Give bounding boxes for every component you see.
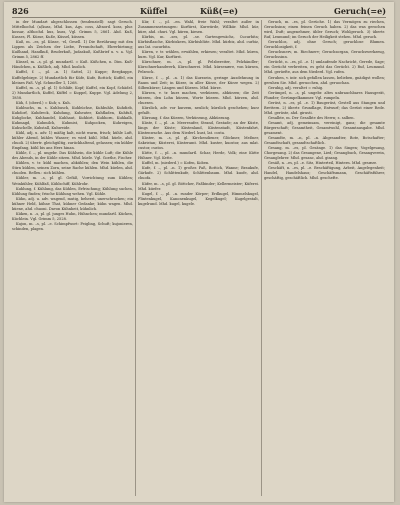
dictionary-entry: Gesang, m. –es, pl. Gesänge. 1) das Singen; Vogelgesang, Chorgesang. 2) das Gesungene, Lied; Gesangbuch, Gesangverein, Gesanglehrer. Mhd. gesanc, ahd. gisang. bbox=[264, 146, 385, 161]
dictionary-entry: Kuffel, f. –, pl. –n. 1) Sattel, 2) Kuppe; Bergkuppe, Kuffelgebirge. 2) Mundartlich für Küfe, Kufe, Bottich; Kuffel, ein kleines Faß. Vgl. Schmeller 1, 1268. bbox=[12, 70, 133, 85]
dictionary-entry: Kür, f. –, pl. –en. Wahl, freie Wahl; veraltet außer in Zusammensetzungen: Kurfürst, Kurwürde, Willkür. Mhd. kür, küre, ahd. churi. Vgl. küren, kiesen. bbox=[138, 20, 259, 35]
dictionary-entry: Kürzlich, adv. vor kurzem, neulich; kürzlich geschehen; kurz gefaßt. bbox=[138, 105, 259, 115]
dictionary-entry: Geschäft, n. –es, pl. –e. Beschäftigung, Arbeit, Angelegenheit; Handel, Handelshaus; Geschäftsmann, Geschäftsführer, geschäftig, geschäftlich. Mhd. geschefte. bbox=[264, 166, 385, 181]
dictionary-entry: Kütte, f. –, pl. –n. mundartl. Schar, Herde, Volk; eine Kütte Hühner. Vgl. Kette. bbox=[138, 151, 259, 161]
dictionary-entry: Geruchlos, adj. ohne Geruch; geruchlose Blumen. Geruchlosigkeit, f. bbox=[264, 40, 385, 50]
dictionary-entry: Kürzung, f. das Kürzen, Verkürzung, Abkürzung. bbox=[142, 115, 231, 120]
dictionary-entry: Gerücht, n. –es, pl. –e. 1) umlaufende Nachricht, Gerede, Sage; ein Gerücht verbreiten, es geht das Gerücht. 2) Ruf, Leumund. Mhd. gerüefte, aus dem Niederd. Vgl. rufen. bbox=[264, 60, 385, 75]
dictionary-entry: Geruchsnerv, m. Riechnerv; Geruchsorgan, Geruchswerkzeug, Geruchssinn. bbox=[264, 50, 385, 60]
dictionary-entry: Kühlen, v. tr. kühl machen, abkühlen; den Wein kühlen, die Stirn kühlen, seinen Zorn, seine Rache kühlen. Mhd. küelen, ahd. chuolen. Reflex.: sich kühlen. bbox=[12, 161, 133, 176]
dictionary-entry: Kuhbuchs, m. s. Kuhbusch, Kuhbüchse, Kuhbuhle, Kuhdieb, Kuhdorf, Kuhdreck, Kuhdung, Kuheuter, Kuhfladen, Kuhfuß, Kuhglocke, Kuhhandel, Kuhhaut, Kuhhirt, Kuhhorn, Kuhkalb, Kuhmagd, Kuhmilch, Kuhmist, Kuhpocken, Kuhreigen, Kuhschelle, Kuhstall, Kuhweide. bbox=[12, 105, 133, 130]
dictionary-entry: Gerüst, n. –es, pl. –e. 1) Baugerüst, Gestell aus Stangen und Brettern. 2) übertr. Grundlage, Entwurf; das Gerüst einer Rede. Mhd. gerüste, ahd. girusti. bbox=[264, 100, 385, 115]
text-column-2 bbox=[138, 20, 259, 496]
text-columns bbox=[12, 20, 386, 496]
dictionary-entry: Gesandte, m. –n, pl. –n. Abgesandter, Bote, Botschafter; Gesandtschaft, gesandtschaftlich. bbox=[264, 136, 385, 146]
column-divider bbox=[261, 20, 262, 496]
dictionary-entry: in der Mundart abgeschlossen (tendenziell): sagt Geruch. Mittelhochd. (a)kuss, Mhd. kus, Ags. coss, Altnord. koss, plur. kossar, althochd. kus, kuss, Vgl. Grimm 5, 2861. Ahd. Kuß, Kusses, Pl. Küsse, Kuße, Küssel, küssen. bbox=[12, 20, 133, 40]
text-column-1 bbox=[12, 20, 133, 496]
dictionary-entry: Kürzen, v. tr. kurz machen, verkürzen, abkürzen; die Zeit kürzen, den Lohn kürzen, Worte kürzen. Mhd. kürzen, ahd. churzen. bbox=[138, 90, 259, 105]
dictionary-entry: Kujon, m. –s, pl. –e. Schimpfwort: Feigling, Schuft; kujonieren, schinden, plagen. bbox=[12, 221, 133, 231]
dictionary-entry: Gesäß, n. –es, pl. –e. Sitz, Hinterteil, Hintern. Mhd. gesæze. bbox=[268, 161, 378, 166]
dictionary-entry: Küh, f. (oberd.) = Kuh; s. Kuh. bbox=[16, 100, 71, 105]
dictionary-page bbox=[4, 2, 394, 502]
column-divider bbox=[135, 20, 136, 496]
dictionary-entry: Kuffel, m. (niederd.) = Kofen, Koben. bbox=[142, 161, 210, 166]
dictionary-entry: Kühl, adj. u. adv. 1) mäßig kalt, nicht warm, frisch; kühle Luft, kühler Abend, kühles Wasser; es wird kühl. Mhd. küele, ahd. chuoli. 2) übertr. gleichgültig, zurückhaltend, gelassen; ein kühler Empfang, kühl bis ans Herz hinan. bbox=[12, 131, 133, 151]
dictionary-entry: Gesamt, adj. gemeinsam, vereinigt, ganz; die gesamte Bürgerschaft; Gesamtheit, Gesamtwohl, Gesamtausgabe. Mhd. gesament. bbox=[264, 120, 385, 136]
dictionary-entry: Kürschner, m. –s, pl. gl. Pelzbereiter, Pelzhändler; Kürschnerhandwerk, Kürschnerei. Mhd. kürsenære, von kürsen, Pelzrock. bbox=[138, 60, 259, 75]
dictionary-entry: Geruhen, v. intr. sich gefallen lassen, belieben, gnädigst wollen; geruhen Sie. Mhd. geruochen, ahd. geruochan. bbox=[264, 75, 385, 85]
dictionary-entry: Kuffel, m. –s, pl. gl. 1) Schläfe, Kopf; Kuffel, ein Kopf, Schädel. 2) Mundartlich, Kuffel, Küffel = Kuppel, Kuppe. Vgl. Adelung 2, 1858. bbox=[12, 85, 133, 100]
dictionary-entry: Küste, f. –, pl. –n. Meeresufer, Strand, Gestade; an der Küste, längs der Küste; Küstenland, Küstenstadt, Küstenfahrt, Küstenwache. Aus dem Niederl. kust, lat. costa. bbox=[138, 120, 259, 136]
dictionary-entry: Küken, n. –s, pl. gl. junges Huhn, Hühnchen; mundartl. Kücken, Küchlein. Vgl. Grimm 5, 2528. bbox=[12, 211, 133, 221]
dictionary-entry: Kühle, f. –, pl. ungebr. Das Kühlsein, die kühle Luft; die Kühle des Abends, in der Kühle sitzen. Mhd. küele. Vgl. Goethe, Fischer. bbox=[12, 151, 133, 161]
header-middle-title: Küß(=e) bbox=[200, 6, 239, 16]
dictionary-entry: Gerümpel, n. –s, pl. ungebr. altes unbrauchbares Hausgerät, Plunder; Gerümpelkammer. Vgl. rumpeln. bbox=[264, 90, 385, 100]
dictionary-entry: Kürbis, m. –ses, pl. –se. Gartengewächs, Cucurbita; Kürbisflasche, Kürbiskern, Kürbisblüte. Mhd. kürbiz, ahd. curbiz, aus lat. cucurbita. bbox=[138, 35, 259, 50]
dictionary-entry: Kühn, adj. u. adv. wagend, mutig, beherzt, unerschrocken; ein kühner Held, kühne That, kühner Gedanke; kühn wagen. Mhd. küene, ahd. chuoni. Davon Kühnheit, kühnlich. bbox=[12, 196, 133, 211]
dictionary-entry: Kugel, f. –, pl. –n. runder Körper; Erdkugel, Himmelskugel, Flintenkugel, Kanonenkugel, Kegelkugel; Kugelgestalt, kugelrund. Mhd. kugel, kugele. bbox=[138, 191, 259, 206]
dictionary-entry: Küren, v. tr. wählen, erwählen, erkiesen; veraltet. Mhd. küren, kurn. Vgl. Kur, Kurfürst. bbox=[138, 50, 259, 60]
dictionary-entry: Küster, m. –s, pl. gl. Kirchendiener, Glöckner, Meßner, Sakristan; Küsterei, Küsteramt. Mhd. kuster, kuostor, aus mlat. custor, custos. bbox=[138, 136, 259, 151]
header-right-title: Geruch(=e) bbox=[333, 6, 386, 16]
dictionary-entry: Küfer, m. –s, pl. gl. Böttcher, Faßbinder; Kellermeister; Küferei. Mhd. küefer. bbox=[138, 181, 259, 191]
dictionary-entry: Kufe, f. –, pl. –n. 1) großes Faß, Bottich, Wanne; Braukufe, Gärkufe. 2) Schlittenkufe, Schlittenbaum. Mhd. kuofe, ahd. chuofa. bbox=[138, 166, 259, 181]
dictionary-entry: Kürze, f. –, pl. –n. 1) das Kurzsein, geringe Ausdehnung in Raum und Zeit; in Kürze, in aller Kürze, der Kürze wegen. 2) Silbenkürze; Längen und Kürzen. Mhd. kürze. bbox=[138, 75, 259, 90]
dictionary-entry: Kuß, m. –es, pl. Küsse, -el, Gesell. 1) Die Berührung mit den Lippen als Zeichen der Liebe, Freundschaft, Ehrerbietung; Kußhand, Handkuß, Bruderkuß, Judaskuß, Kußbrief u. v. a. Vgl. Grimm 5, 2862 ff. bbox=[12, 40, 133, 60]
header-left-title: Küffel bbox=[140, 6, 168, 16]
dictionary-entry: Gesalbte, m. Der Gesalbte des Herrn; s. salben. bbox=[268, 115, 355, 120]
page-number: 826 bbox=[12, 6, 29, 16]
dictionary-entry: Geruch, m. –es, pl. Gerüche. 1) das Vermögen zu riechen, Geruchsinn; einen feinen Geruch haben. 2) das was gerochen wird, Duft; angenehmer, übler Geruch; Wohlgeruch. 3) übertr. Ruf, Leumund; im Geruch der Heiligkeit stehen. Mhd. geruch. bbox=[264, 20, 385, 40]
dictionary-entry: Kuhlung, f. Kühlung, das Kühlen, Erfrischung; Kühlung suchen, Kühlung finden; frische Kühlung wehen. Vgl. Kühle. bbox=[12, 186, 133, 196]
dictionary-entry: Geruhig, adj. veraltet = ruhig. bbox=[268, 85, 324, 90]
text-column-3 bbox=[264, 20, 385, 496]
page-header bbox=[12, 5, 386, 18]
dictionary-entry: Küssel, m. –s, pl. gl. mundartl. = Kuß. Küßchen, n. Dim. Kuß-Händchen, n. Küßlich, adj. Mhd. kuslich. bbox=[12, 60, 133, 70]
dictionary-entry: Kühler, m. –s, pl. gl. Gefäß, Vorrichtung zum Kühlen; Weinkühler, Kühlfaß, Kühlschiff, Kühlrohr. bbox=[12, 176, 133, 186]
